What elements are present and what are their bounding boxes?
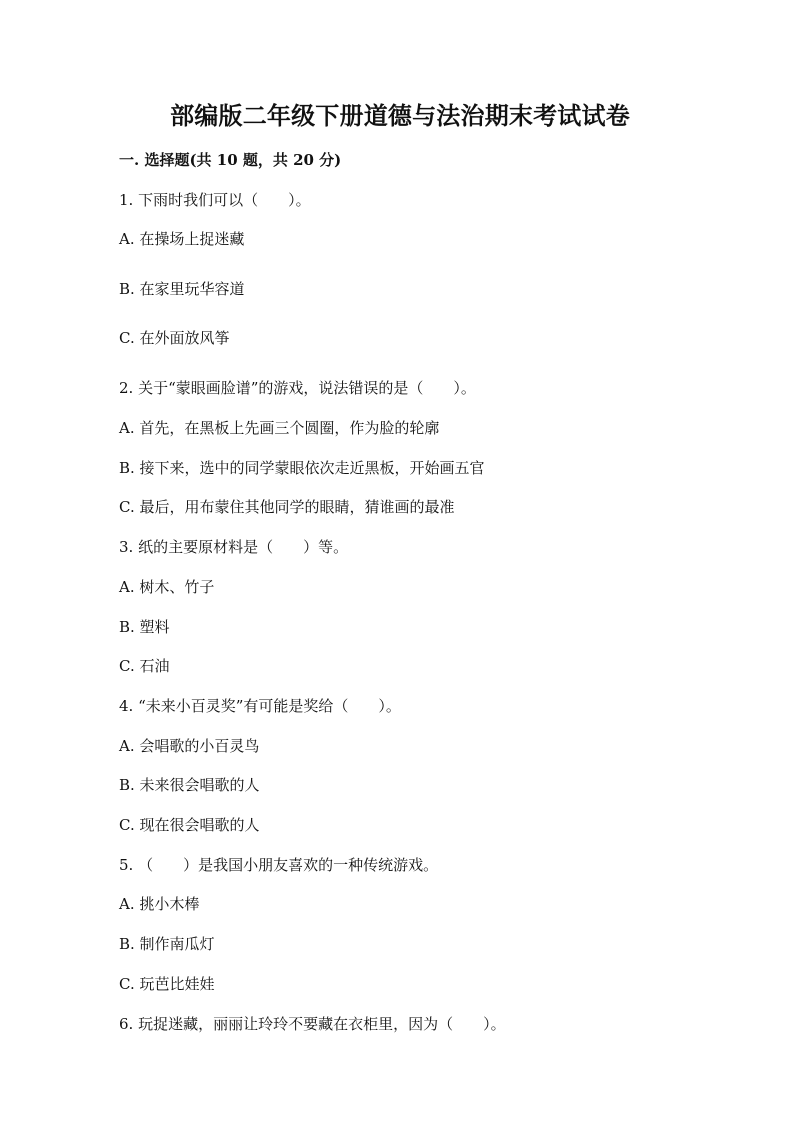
question-4-option-a: A. 会唱歌的小百灵鸟 — [119, 737, 260, 755]
question-2-option-c: C. 最后，用布蒙住其他同学的眼睛，猜谁画的最准 — [119, 498, 455, 516]
question-5-option-a: A. 挑小木棒 — [119, 895, 200, 913]
question-3-option-c: C. 石油 — [119, 657, 170, 675]
question-4-option-b: B. 未来很会唱歌的人 — [119, 776, 260, 794]
question-4-option-c: C. 现在很会唱歌的人 — [119, 816, 260, 834]
question-5-stem: 5. （ ）是我国小朋友喜欢的一种传统游戏。 — [119, 856, 439, 874]
question-1-stem: 1. 下雨时我们可以（ ）。 — [119, 191, 311, 209]
question-3-option-a: A. 树木、竹子 — [119, 578, 215, 596]
question-2-stem: 2. 关于“蒙眼画脸谱”的游戏，说法错误的是（ ）。 — [119, 379, 476, 397]
question-1-option-b: B. 在家里玩华容道 — [119, 280, 245, 298]
section-header: 一. 选择题(共 10 题，共 20 分) — [119, 151, 342, 169]
question-3-option-b: B. 塑料 — [119, 618, 170, 636]
question-6-stem: 6. 玩捉迷藏，丽丽让玲玲不要藏在衣柜里，因为（ ）。 — [119, 1015, 506, 1033]
question-4-stem: 4. “未来小百灵奖”有可能是奖给（ ）。 — [119, 697, 401, 715]
exam-title: 部编版二年级下册道德与法治期末考试试卷 — [170, 101, 630, 130]
question-3-stem: 3. 纸的主要原材料是（ ）等。 — [119, 538, 349, 556]
question-5-option-c: C. 玩芭比娃娃 — [119, 975, 215, 993]
question-2-option-b: B. 接下来，选中的同学蒙眼依次走近黑板，开始画五官 — [119, 459, 485, 477]
question-2-option-a: A. 首先，在黑板上先画三个圆圈，作为脸的轮廓 — [119, 419, 440, 437]
question-5-option-b: B. 制作南瓜灯 — [119, 935, 215, 953]
question-1-option-a: A. 在操场上捉迷藏 — [119, 230, 245, 248]
question-1-option-c: C. 在外面放风筝 — [119, 329, 230, 347]
